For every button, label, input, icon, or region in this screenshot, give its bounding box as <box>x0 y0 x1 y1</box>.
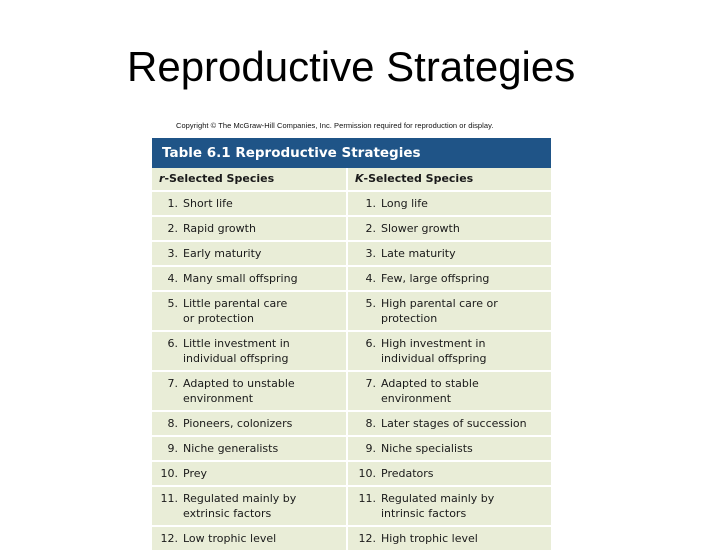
trait-text: Later stages of succession <box>381 417 527 430</box>
row-number: 3. <box>365 247 376 260</box>
row-number: 9. <box>167 442 178 455</box>
row-number: 1. <box>167 197 178 210</box>
k-selected-cell <box>346 410 551 435</box>
row-number: 6. <box>167 337 178 350</box>
row-number: 1. <box>365 197 376 210</box>
k-selected-cell <box>346 265 551 290</box>
reproductive-strategies-table <box>152 138 551 550</box>
r-selected-cell <box>152 485 346 525</box>
trait-text: Late maturity <box>381 247 456 260</box>
trait-text: Niche generalists <box>183 442 279 455</box>
r-selected-cell <box>152 215 346 240</box>
k-selected-cell <box>346 460 551 485</box>
k-selected-cell <box>346 290 551 330</box>
r-selected-cell <box>152 525 346 550</box>
r-selected-cell <box>152 410 346 435</box>
k-selected-cell <box>346 525 551 550</box>
k-selected-cell <box>346 370 551 410</box>
column-header-r-rest: -Selected Species <box>164 172 275 185</box>
column-header-r-prefix: r <box>159 172 165 185</box>
trait-text: Adapted to stable environment <box>381 377 479 405</box>
trait-text: Regulated mainly by extrinsic factors <box>183 492 297 520</box>
trait-text: Niche specialists <box>381 442 473 455</box>
row-number: 7. <box>167 377 178 390</box>
k-selected-cell <box>346 240 551 265</box>
r-selected-cell <box>152 240 346 265</box>
row-number: 12. <box>358 532 376 545</box>
table-grid <box>152 168 551 550</box>
trait-text: Adapted to unstable environment <box>183 377 295 405</box>
table-caption: Table 6.1 Reproductive Strategies <box>152 138 551 168</box>
trait-text: High trophic level <box>381 532 478 545</box>
row-number: 8. <box>167 417 178 430</box>
row-number: 5. <box>365 297 376 310</box>
row-number: 12. <box>160 532 178 545</box>
row-number: 5. <box>167 297 178 310</box>
trait-text: Prey <box>183 467 207 480</box>
k-selected-cell <box>346 435 551 460</box>
r-selected-cell <box>152 370 346 410</box>
r-selected-cell <box>152 290 346 330</box>
slide-title: Reproductive Strategies <box>127 43 576 90</box>
k-selected-cell <box>346 215 551 240</box>
row-number: 9. <box>365 442 376 455</box>
trait-text: Little investment in individual offspring <box>183 337 290 365</box>
row-number: 4. <box>365 272 376 285</box>
trait-text: Pioneers, colonizers <box>183 417 293 430</box>
trait-text: High parental care or protection <box>381 297 498 325</box>
trait-text: Short life <box>183 197 233 210</box>
k-selected-cell <box>346 330 551 370</box>
column-header-k-rest: -Selected Species <box>363 172 474 185</box>
trait-text: Low trophic level <box>183 532 277 545</box>
row-number: 10. <box>160 467 178 480</box>
row-number: 7. <box>365 377 376 390</box>
trait-text: Rapid growth <box>183 222 256 235</box>
trait-text: Slower growth <box>381 222 460 235</box>
trait-text: Early maturity <box>183 247 262 260</box>
trait-text: Predators <box>381 467 434 480</box>
row-number: 11. <box>160 492 178 505</box>
trait-text: High investment in individual offspring <box>381 337 487 365</box>
row-number: 4. <box>167 272 178 285</box>
trait-text: Regulated mainly by intrinsic factors <box>381 492 495 520</box>
row-number: 6. <box>365 337 376 350</box>
r-selected-cell <box>152 435 346 460</box>
trait-text: Long life <box>381 197 428 210</box>
row-number: 2. <box>365 222 376 235</box>
r-selected-cell <box>152 265 346 290</box>
k-selected-cell <box>346 190 551 215</box>
column-header-k-selected <box>346 168 551 190</box>
row-number: 2. <box>167 222 178 235</box>
row-number: 8. <box>365 417 376 430</box>
trait-text: Many small offspring <box>183 272 298 285</box>
trait-text: Few, large offspring <box>381 272 490 285</box>
r-selected-cell <box>152 330 346 370</box>
row-number: 3. <box>167 247 178 260</box>
column-header-k-prefix: K <box>355 172 364 185</box>
r-selected-cell <box>152 190 346 215</box>
row-number: 10. <box>358 467 376 480</box>
copyright-notice: Copyright © The McGraw-Hill Companies, Inc. Permission required for reproduction or display. <box>176 121 494 130</box>
trait-text: Little parental care or protection <box>183 297 288 325</box>
r-selected-cell <box>152 460 346 485</box>
row-number: 11. <box>358 492 376 505</box>
column-header-r-selected <box>152 168 346 190</box>
k-selected-cell <box>346 485 551 525</box>
